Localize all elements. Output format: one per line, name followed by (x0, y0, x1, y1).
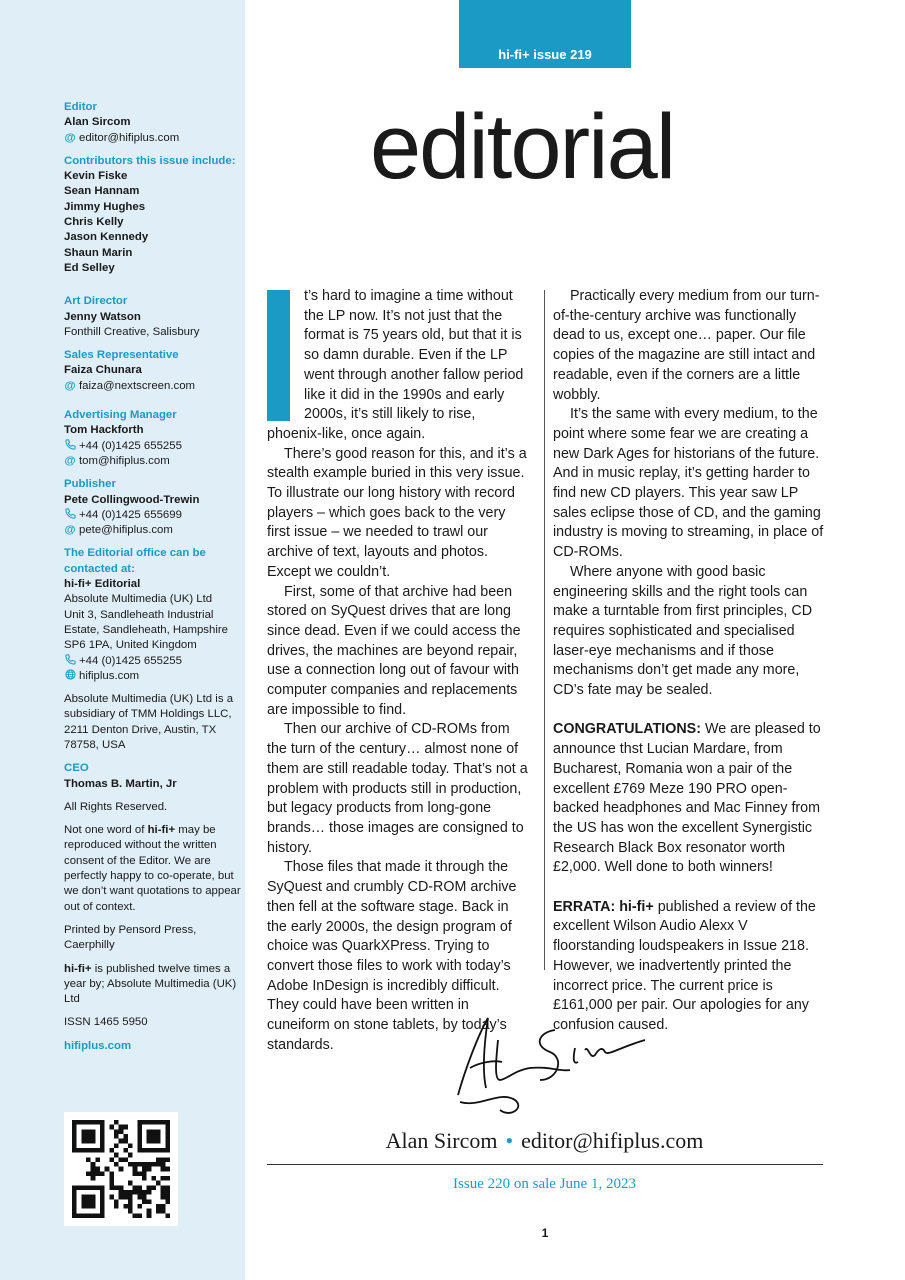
issue-tab: hi-fi+ issue 219 (459, 0, 631, 68)
office-address-line: Estate, Sandleheath, Hampshire (64, 623, 228, 636)
page-number: 1 (541, 1226, 549, 1240)
qr-code[interactable] (64, 1112, 178, 1226)
contributor: Sean Hannam (64, 185, 140, 198)
next-issue-note: Issue 220 on sale June 1, 2023 (453, 1176, 636, 1192)
office-website[interactable]: hifiplus.com (79, 669, 140, 682)
email-icon: @ (64, 379, 76, 392)
publisher-heading: Publisher (64, 478, 116, 491)
editor-email[interactable]: editor@hifiplus.com (79, 131, 180, 144)
art-director-company: Fonthill Creative, Salisbury (64, 325, 200, 338)
rights-note: All Rights Reserved. (64, 800, 168, 813)
art-director-heading: Art Director (64, 295, 128, 308)
issn: ISSN 1465 5950 (64, 1016, 148, 1029)
office-heading: The Editorial office can be contacted at: (64, 547, 206, 575)
globe-icon (64, 669, 76, 684)
bullet-separator: • (505, 1128, 514, 1153)
contributor: Chris Kelly (64, 216, 124, 229)
art-director-name: Jenny Watson (64, 310, 141, 323)
advertising-email[interactable]: tom@hifiplus.com (79, 454, 170, 467)
congratulations-note (553, 720, 825, 878)
paragraph: There’s good reason for this, and it’s a stealth example buried in this very issue. To illustrate our long history with record players – which goes back to the very first issue – we needed to trawl our archive of text, layouts and photos. Except we couldn’t. (267, 445, 527, 580)
contributors-heading: Contributors this issue include: (64, 154, 236, 167)
contributor: Kevin Fiske (64, 170, 128, 183)
website-link[interactable]: hifiplus.com (64, 1039, 132, 1052)
publication-note (64, 962, 242, 1008)
office-address-line: Absolute Multimedia (UK) Ltd (64, 593, 213, 606)
contributor: Ed Selley (64, 261, 115, 274)
sales-email[interactable]: faiza@nextscreen.com (79, 379, 196, 392)
phone-icon (64, 439, 76, 454)
article-column-1 (267, 287, 532, 1055)
brand-name: hi-fi+ (64, 962, 92, 975)
paragraph: Practically every medium from our turn-of-the-century archive was functionally dead to us, except one… paper. Our file copies of the magazine are still intact and readable, even if the corners are a little wobbly. (553, 288, 820, 403)
copyright-notice (64, 823, 242, 915)
editor-heading: Editor (64, 101, 97, 113)
paragraph: Those files that made it through the SyQuest and crumbly CD-ROM archive then fell at the software stage. Back in the early 2000s, the design program of choice was QuarkXPress. Trying to convert those files to work with today’s Adobe InDesign is incredibly difficult. They could have been written in cuneiform on stone tablets, by today’s standards. (267, 859, 517, 1053)
office-name: hi-fi+ Editorial (64, 578, 141, 591)
sales-name: Faiza Chunara (64, 364, 142, 377)
publisher-name: Pete Collingwood-Trewin (64, 493, 200, 506)
congratulations-label: CONGRATULATIONS: (553, 721, 701, 738)
notice-text: Not one word of (64, 824, 148, 837)
advertising-heading: Advertising Manager (64, 409, 177, 422)
email-icon: @ (64, 131, 76, 144)
page-title: editorial (370, 96, 675, 198)
errata-text: published a review of the excellent Wilson Audio Alexx V floorstanding loudspeakers in Issue 218. However, we inadvertently printed the incorrect price. The current price is £161,000 per pair. Our apologies for any confusion caused. (553, 898, 816, 1033)
ceo-heading: CEO (64, 762, 89, 775)
notice-text: may be reproduced without the written consent of the Editor. We are perfectly happy to co-operate, but we don’t want quotations to appear out of context. (64, 824, 241, 913)
publisher-phone: +44 (0)1425 655699 (79, 508, 182, 521)
contributor: Jason Kennedy (64, 231, 149, 244)
paragraph: First, some of that archive had been stored on SyQuest drives that are long since dead. Even if we could access the drives, the machines are beyond repair, use a connection long out of favour with computer companies and replacements are impossible to find. (267, 583, 521, 718)
office-phone: +44 (0)1425 655255 (79, 654, 182, 667)
email-icon: @ (64, 454, 76, 467)
editor-email[interactable]: editor@hifiplus.com (521, 1128, 704, 1153)
phone-icon (64, 508, 76, 523)
editor-signature (440, 1010, 650, 1120)
printer-note: Printed by Pensord Press, Caerphilly (64, 923, 197, 952)
publisher-email[interactable]: pete@hifiplus.com (79, 524, 173, 537)
footer-rule (267, 1164, 823, 1165)
phone-icon (64, 654, 76, 669)
brand-name: hi-fi+ (615, 898, 654, 915)
paragraph: Then our archive of CD-ROMs from the turn of the century… almost none of them are still readable today. That’s not a problem with products still in production, but legacy products from long-gone brands… those images are consigned to history. (267, 721, 528, 856)
contributor: Shaun Marin (64, 246, 133, 259)
paragraph: Where anyone with good basic engineering skills and the right tools can make a turntable from first principles, CD requires sophisticated and specialised laser-eye mechanisms and if those mechanisms don’t get made any more, CD’s fate may be sealed. (553, 563, 813, 699)
ceo-name: Thomas B. Martin, Jr (64, 777, 177, 790)
congratulations-text: We are pleased to announce thst Lucian Mardare, from Bucharest, Romania won a pair of the excellent £769 Meze 190 PRO open-backed headphones and Mac Finney from the US has won the excellent Synergistic Research Black Box resonator worth £2,000. Well done to both winners! (553, 721, 821, 876)
editor-name: Alan Sircom (64, 116, 131, 129)
contributor: Jimmy Hughes (64, 200, 146, 213)
masthead-sidebar (0, 0, 245, 1280)
office-address-line: SP6 1PA, United Kingdom (64, 639, 197, 652)
column-divider (544, 290, 545, 970)
editor-name: Alan Sircom (385, 1128, 498, 1153)
email-icon: @ (64, 524, 76, 537)
office-address-line: Unit 3, Sandleheath Industrial (64, 608, 214, 621)
subsidiary-note: Absolute Multimedia (UK) Ltd is a subsidiary of TMM Holdings LLC, 2211 Denton Drive, Austin, TX 78758, USA (64, 693, 234, 751)
article-column-2 (553, 287, 825, 1036)
paragraph: t’s hard to imagine a time without the LP now. It’s not just that the format is 75 years old, but that it is so damn durable. Even if the LP went through another fallow period like it did in the 1990s and early 2000s, it’s still likely to rise, phoenix-like, once again. (267, 288, 524, 442)
drop-cap (267, 290, 290, 421)
advertising-phone: +44 (0)1425 655255 (79, 439, 182, 452)
errata-label: ERRATA: (553, 898, 616, 915)
advertising-name: Tom Hackforth (64, 424, 144, 437)
sales-heading: Sales Representative (64, 349, 179, 362)
brand-name: hi-fi+ (147, 824, 176, 837)
editor-byline (267, 1128, 822, 1154)
paragraph: It’s the same with every medium, to the point where some fear we are creating a new Dark Ages for historians of the future. And in music replay, it’s getting harder to find new CD players. This year saw LP sales eclipse those of CD, and the gaming industry is moving to streaming, in place of CD-ROMs. (553, 406, 824, 561)
publication-text: is published twelve times a year by; Absolute Multimedia (UK) Ltd (64, 962, 237, 1006)
